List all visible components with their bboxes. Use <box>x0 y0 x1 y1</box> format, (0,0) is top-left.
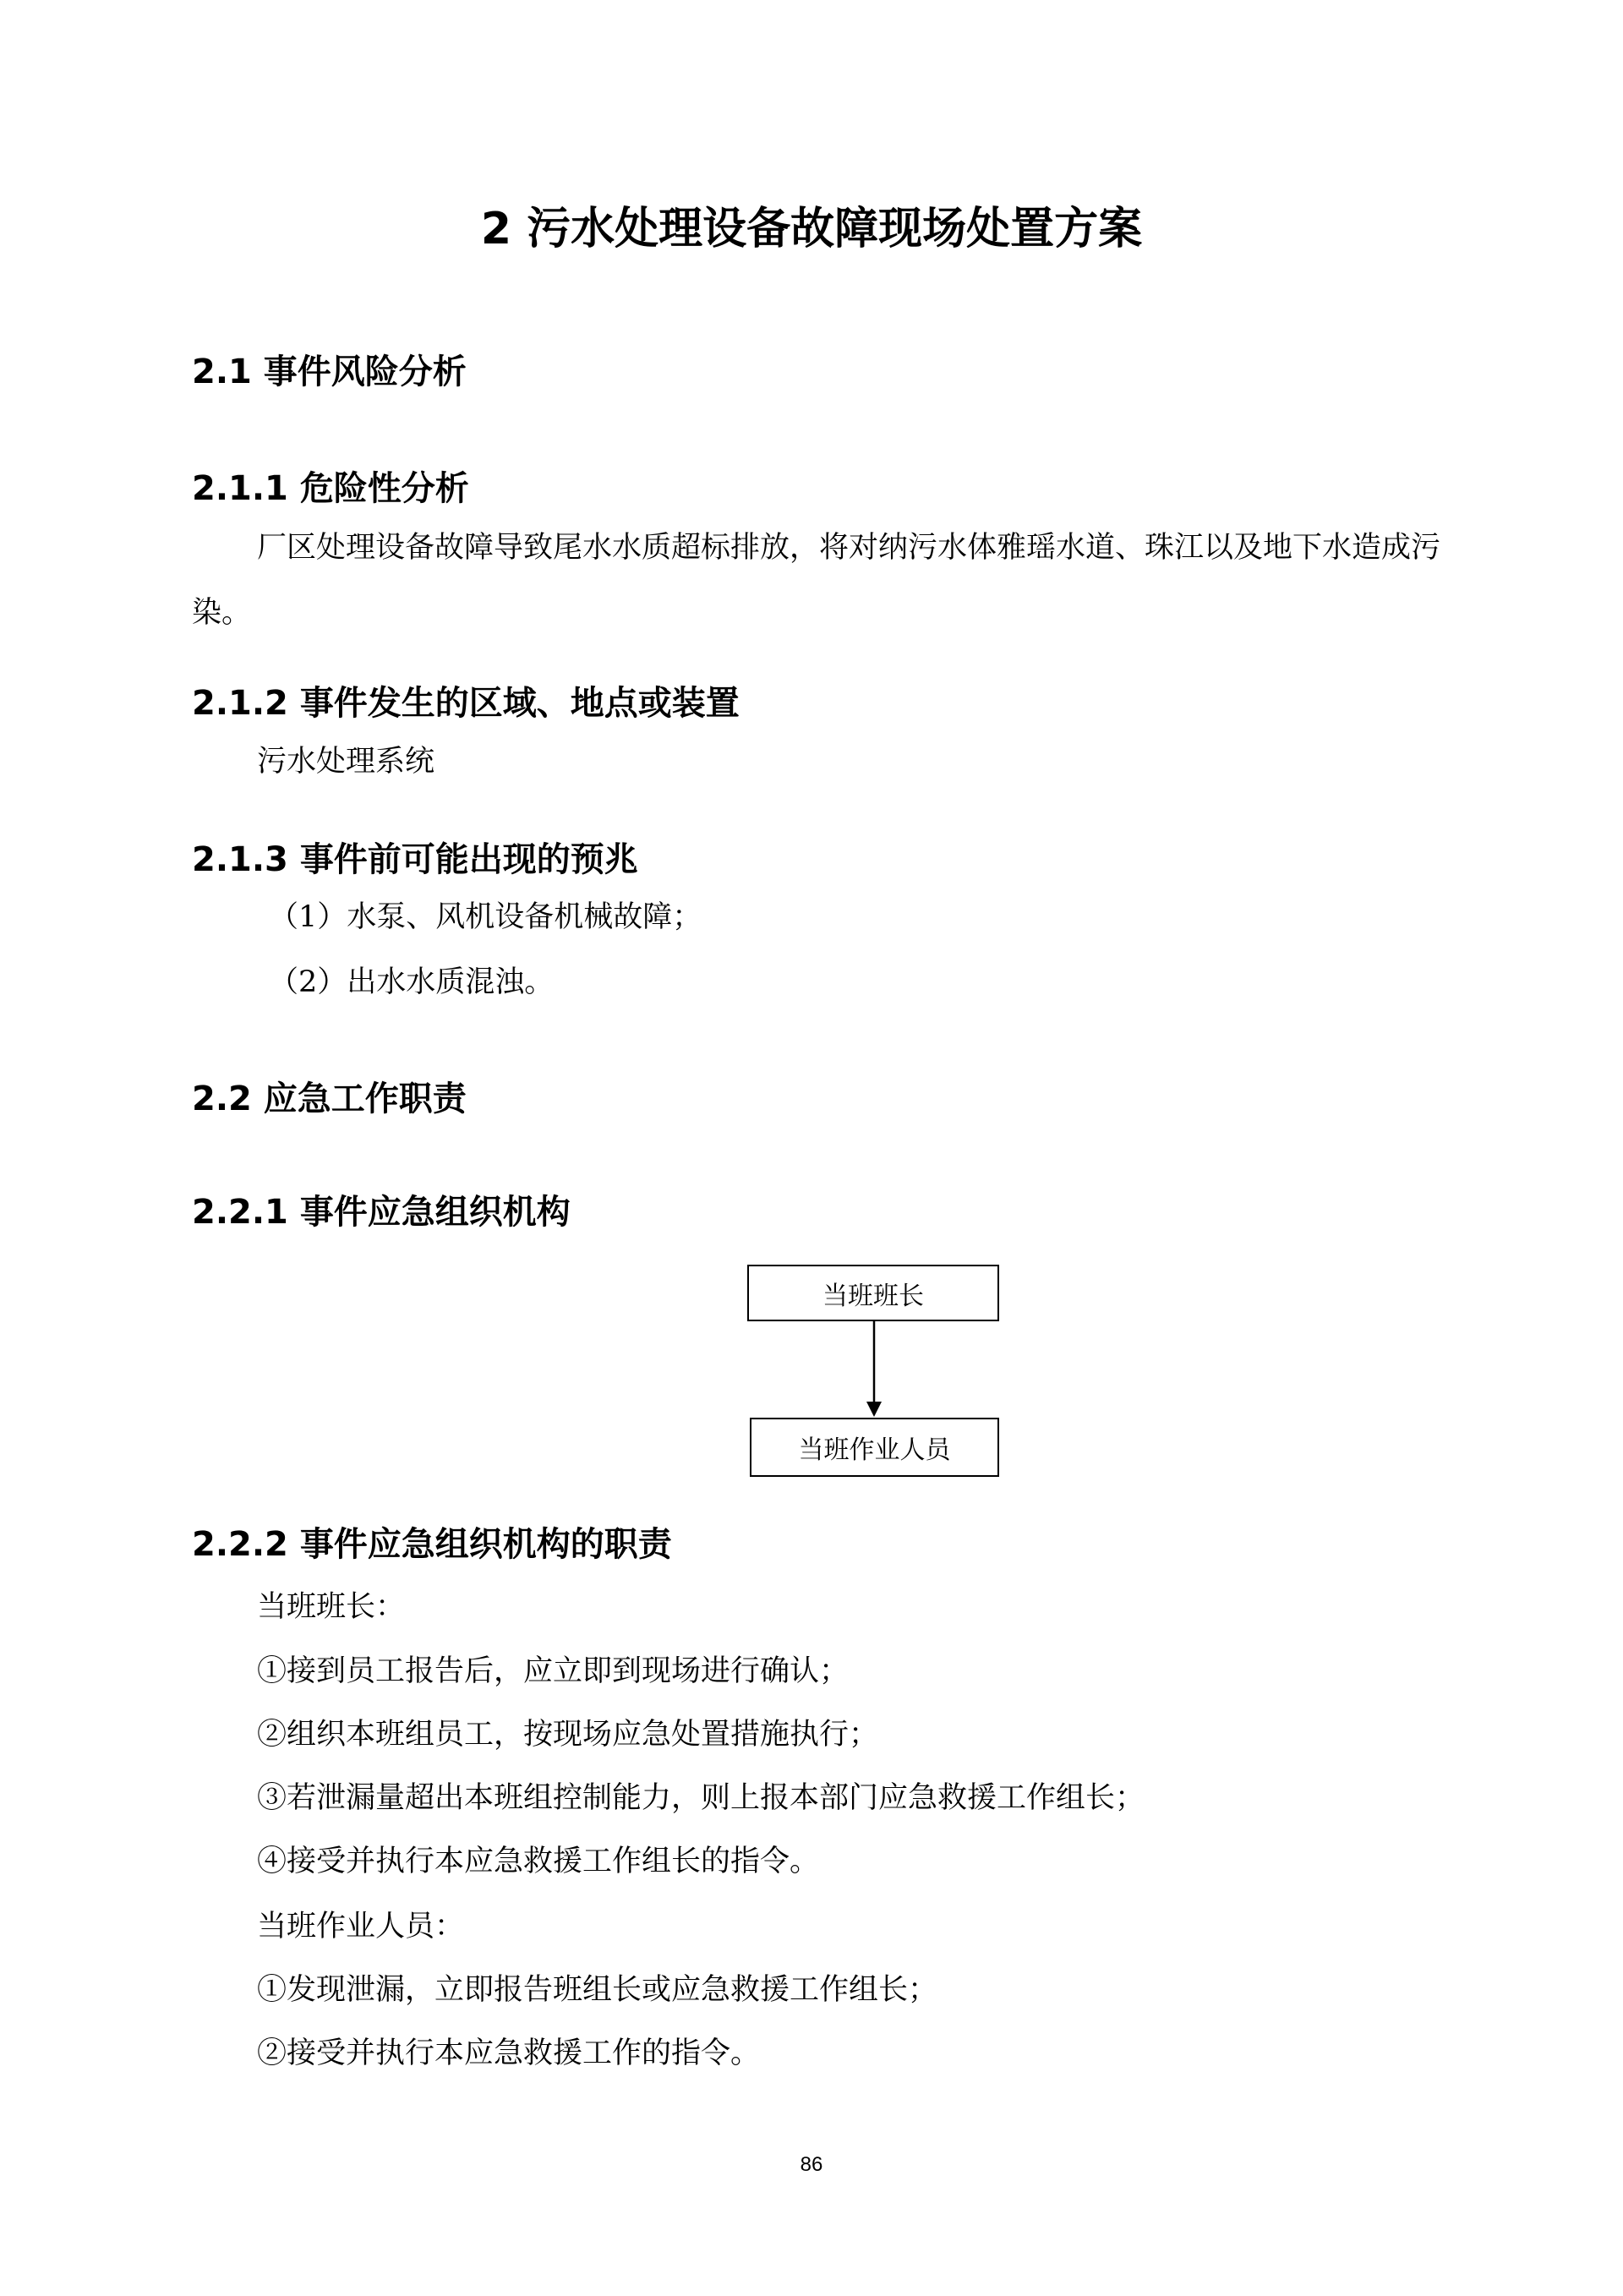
org-node-shift-leader <box>747 1265 999 1321</box>
section-heading-2-1-1: 2.1.1 危险性分析 <box>192 469 469 508</box>
section-heading-2-1-3: 2.1.3 事件前可能出现的预兆 <box>192 840 638 879</box>
section-heading-2-1-2: 2.1.2 事件发生的区域、地点或装置 <box>192 684 740 723</box>
warning-sign-item: （2）出水水质混浊。 <box>269 965 555 999</box>
duty-label-leader: 当班班长： <box>257 1590 406 1624</box>
duty-item: ①发现泄漏，立即报告班组长或应急救援工作组长； <box>257 1973 938 2007</box>
duty-label-staff: 当班作业人员： <box>257 1910 465 1943</box>
org-node-label: 当班班长 <box>822 1281 924 1311</box>
arrow-head-icon <box>866 1402 882 1417</box>
duty-item: ③若泄漏量超出本班组控制能力，则上报本部门应急救援工作组长； <box>257 1781 1145 1815</box>
warning-sign-item: （1）水泵、风机设备机械故障； <box>269 900 702 934</box>
duty-item: ①接到员工报告后，应立即到现场进行确认； <box>257 1654 850 1688</box>
duty-item: ②组织本班组员工，按现场应急处置措施执行； <box>257 1718 879 1752</box>
org-node-shift-staff <box>750 1418 999 1477</box>
page-title: 2 污水处理设备故障现场处置方案 <box>480 204 1143 254</box>
location-text: 污水处理系统 <box>257 745 435 779</box>
page-number: 86 <box>800 2153 823 2176</box>
section-heading-2-2-2: 2.2.2 事件应急组织机构的职责 <box>192 1525 672 1564</box>
section-heading-2-1: 2.1 事件风险分析 <box>192 353 467 391</box>
duty-item: ②接受并执行本应急救援工作的指令。 <box>257 2036 761 2070</box>
hazard-analysis-text: 厂区处理设备故障导致尾水水质超标排放，将对纳污水体雅瑶水道、珠江以及地下水造成污染。 <box>192 531 1441 630</box>
section-heading-2-2: 2.2 应急工作职责 <box>192 1080 467 1118</box>
section-heading-2-2-1: 2.2.1 事件应急组织机构 <box>192 1193 571 1232</box>
duty-item: ④接受并执行本应急救援工作组长的指令。 <box>257 1845 820 1878</box>
org-connector-arrow <box>862 1320 886 1419</box>
org-node-label: 当班作业人员 <box>798 1435 951 1465</box>
